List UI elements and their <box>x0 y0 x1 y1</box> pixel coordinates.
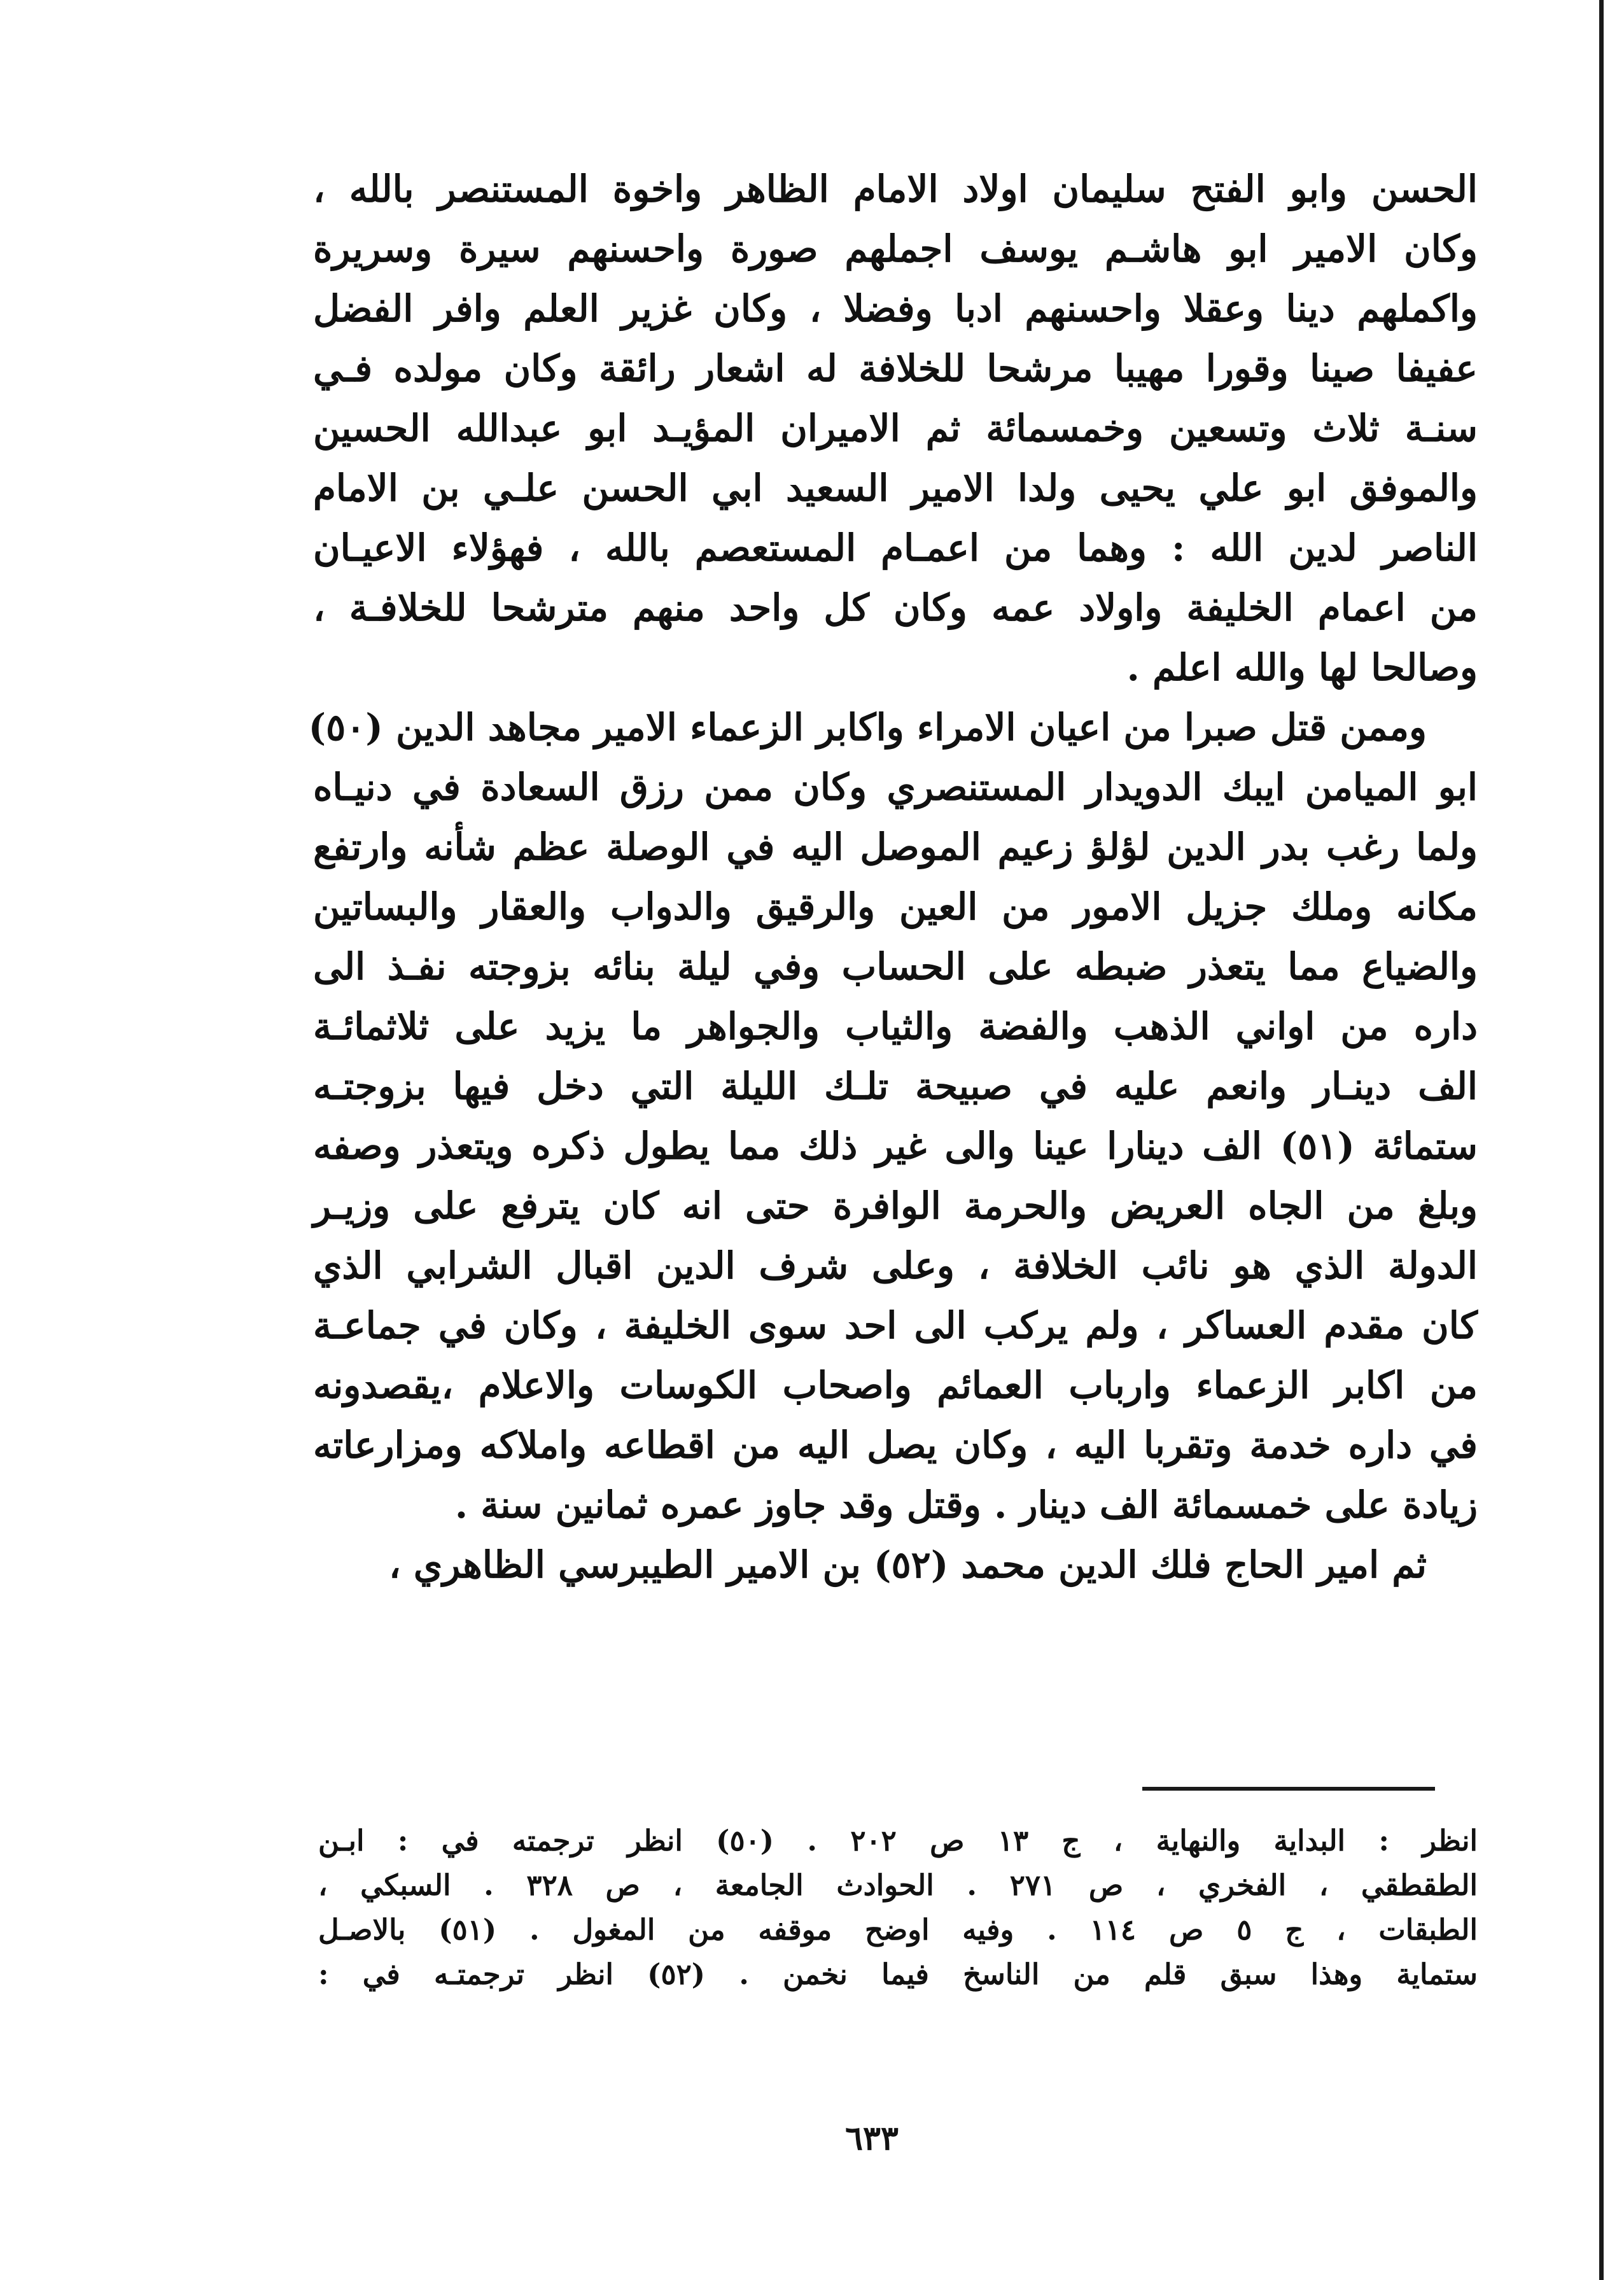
text-line: والموفق ابو علي يحيى ولدا الامير السعيد ابي الحسن علـي بن الامام <box>313 466 1478 510</box>
text-line: الف دينـار وانعم عليه في صبيحة تلـك الليلة التي دخل فيها بزوجتـه <box>313 1065 1478 1108</box>
text-line: من اعمام الخليفة واولاد عمه وكان كل واحد منهم مترشحا للخلافـة ، <box>313 586 1478 629</box>
text-line: ولما رغب بدر الدين لؤلؤ زعيم الموصل اليه في الوصلة عظم شأنه وارتفع <box>313 825 1478 869</box>
text-line: واكملهم دينا وعقلا واحسنهم ادبا وفضلا ، وكان غزير العلم وافر الفضل <box>313 287 1478 330</box>
text-line: من اكابر الزعماء وارباب العمائم واصحاب الكوسات والاعلام ،يقصدونه <box>313 1364 1478 1407</box>
footnote-line: الطقطقي ، الفخري ، ص ٢٧١ . الحوادث الجامعة ، ص ٣٢٨ . السبكي ، <box>318 1868 1478 1902</box>
footnotes-block <box>318 1819 1478 1997</box>
text-line: في داره خدمة وتقربا اليه ، وكان يصل اليه من اقطاعه واملاكه ومزارعاته <box>313 1423 1478 1467</box>
text-line: ستمائة (٥١) الف دينارا عينا والى غير ذلك مما يطول ذكره ويتعذر وصفه <box>313 1124 1478 1168</box>
text-line: كان مقدم العساكر ، ولم يركب الى احد سوى الخليفة ، وكان في جماعـة <box>313 1304 1478 1347</box>
text-line: مكانه وملك جزيل الامور من العين والرقيق والدواب والعقار والبساتين <box>313 885 1478 928</box>
text-line: سنـة ثلاث وتسعين وخمسمائة ثم الاميران المؤيـد ابو عبدالله الحسين <box>313 407 1478 450</box>
footnote-line: انظر : البداية والنهاية ، ج ١٣ ص ٢٠٢ . (٥٠) انظر ترجمته في : ابـن <box>318 1824 1478 1857</box>
text-line: الدولة الذي هو نائب الخلافة ، وعلى شرف الدين اقبال الشرابي الذي <box>313 1244 1478 1287</box>
text-line: الناصر لدين الله : وهما من اعمـام المستعصم بالله ، فهؤلاء الاعيـان <box>313 526 1478 570</box>
paragraph-start-line: وممن قتل صبرا من اعيان الامراء واكابر الزعماء الامير مجاهد الدين (٥٠) <box>308 706 1427 749</box>
paragraph-start-line: ثم امير الحاج فلك الدين محمد (٥٢) بن الامير الطيبرسي الظاهري ، <box>388 1543 1427 1586</box>
paragraph-end-line: زيادة على خمسمائة الف دينار . وقتل وقد جاوز عمره ثمانين سنة . <box>454 1483 1478 1527</box>
text-line: والضياع مما يتعذر ضبطه على الحساب وفي ليلة بنائه بزوجته نفـذ الى <box>313 945 1478 988</box>
footnote-divider <box>1142 1787 1435 1791</box>
text-line: وبلغ من الجاه العريض والحرمة الوافرة حتى انه كان يترفع على وزيـر <box>313 1184 1478 1227</box>
main-text-block <box>308 159 1478 1595</box>
page-number: ٦٣٣ <box>845 2119 899 2158</box>
footnote-line: الطبقات ، ج ٥ ص ١١٤ . وفيه اوضح موقفه من المغول . (٥١) بالاصـل <box>318 1913 1478 1947</box>
text-line: عفيفا صينا وقورا مهيبا مرشحا للخلافة له اشعار رائقة وكان مولده فـي <box>313 347 1478 390</box>
text-line: الحسن وابو الفتح سليمان اولاد الامام الظاهر واخوة المستنصر بالله ، <box>313 167 1478 211</box>
text-line: ابو الميامن ايبك الدويدار المستنصري وكان ممن رزق السعادة في دنيـاه <box>313 766 1478 809</box>
footnote-line: ستماية وهذا سبق قلم من الناسخ فيما نخمن . (٥٢) انظر ترجمتـه في : <box>318 1957 1478 1991</box>
text-line: داره من اواني الذهب والفضة والثياب والجواهر ما يزيد على ثلاثمائـة <box>313 1005 1478 1048</box>
paragraph-end-line: وصالحا لها والله اعلم . <box>1126 646 1478 689</box>
text-line: وكان الامير ابو هاشـم يوسف اجملهم صورة واحسنهم سيرة وسريرة <box>313 227 1478 270</box>
